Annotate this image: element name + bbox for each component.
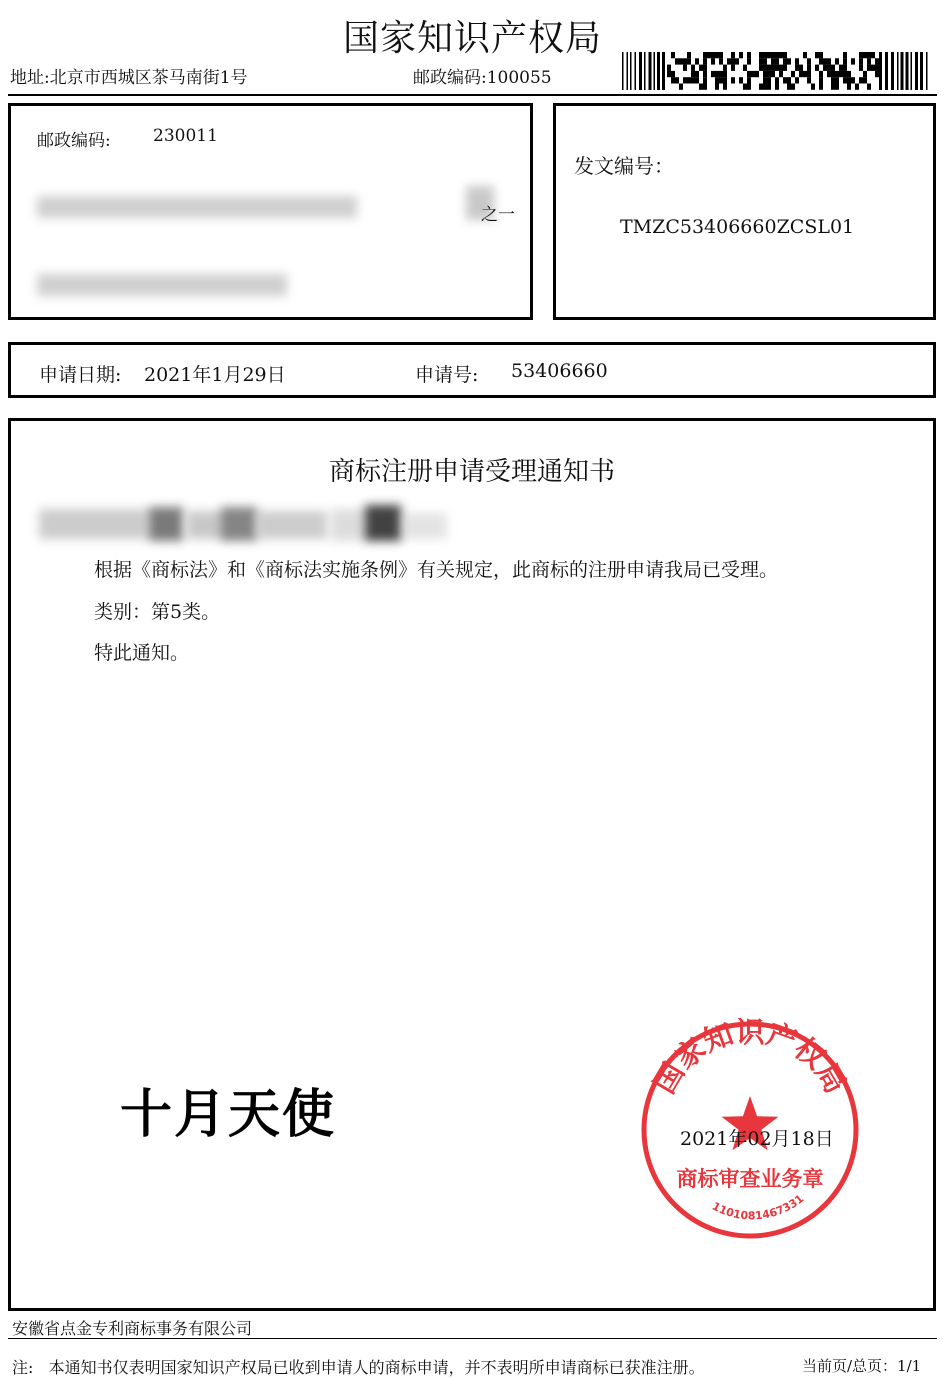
redacted-block	[257, 511, 327, 539]
footer-note: 注: 本通知书仅表明国家知识产权局已收到申请人的商标申请，并不表明所申请商标已获准注册。	[12, 1358, 705, 1377]
svg-text:1101081467331	[710, 1192, 806, 1222]
page-indicator: 当前页/总页：1/1	[802, 1357, 922, 1375]
trademark-mark: 十月天使	[120, 1085, 337, 1145]
recipient-postal-value: 230011	[153, 126, 218, 146]
seal-top-text: 国家知识产权局	[647, 1018, 853, 1100]
redacted-block	[403, 513, 447, 539]
redacted-applicant-name	[39, 509, 149, 539]
redacted-block	[331, 509, 367, 541]
recipient-box	[8, 103, 533, 320]
seal-serial: 1101081467331	[709, 1192, 807, 1223]
notice-closing: 特此通知。	[94, 642, 190, 664]
page-title: 国家知识产权局	[342, 18, 602, 59]
application-date-label: 申请日期:	[39, 364, 122, 386]
redacted-block	[221, 507, 257, 541]
footer-divider	[8, 1338, 937, 1339]
redacted-address-line-1	[37, 196, 357, 218]
svg-text:国家知识产权局	[647, 1018, 853, 1099]
application-date-value: 2021年1月29日	[144, 364, 286, 386]
office-postal-code: 邮政编码:100055	[413, 68, 552, 88]
application-number-label: 申请号:	[415, 364, 479, 386]
redacted-block	[187, 511, 223, 539]
recipient-postal-label: 邮政编码:	[37, 131, 111, 151]
application-info-bar	[8, 342, 936, 398]
recipient-address-end: 之一	[481, 205, 515, 225]
document-number-box	[553, 103, 936, 320]
seal-bottom-text: 商标审查业务章	[676, 1167, 824, 1191]
notice-date: 2021年02月18日	[680, 1128, 834, 1150]
header-divider	[8, 94, 937, 96]
application-number-value: 53406660	[511, 360, 608, 382]
redacted-block	[149, 507, 183, 541]
agency-name: 安徽省点金专利商标事务有限公司	[12, 1319, 253, 1338]
document-number-label: 发文编号：	[574, 154, 674, 178]
barcode-graphic	[622, 52, 932, 90]
office-address: 地址:北京市西城区茶马南街1号	[10, 68, 248, 88]
notice-title: 商标注册申请受理通知书	[328, 457, 615, 487]
redacted-block	[365, 505, 401, 541]
document-number-value: TMZC53406660ZCSL01	[620, 216, 855, 238]
notice-category: 类别：第5类。	[94, 601, 221, 623]
redacted-address-line-2	[37, 274, 287, 296]
notice-paragraph: 根据《商标法》和《商标法实施条例》有关规定，此商标的注册申请我局已受理。	[94, 559, 779, 581]
